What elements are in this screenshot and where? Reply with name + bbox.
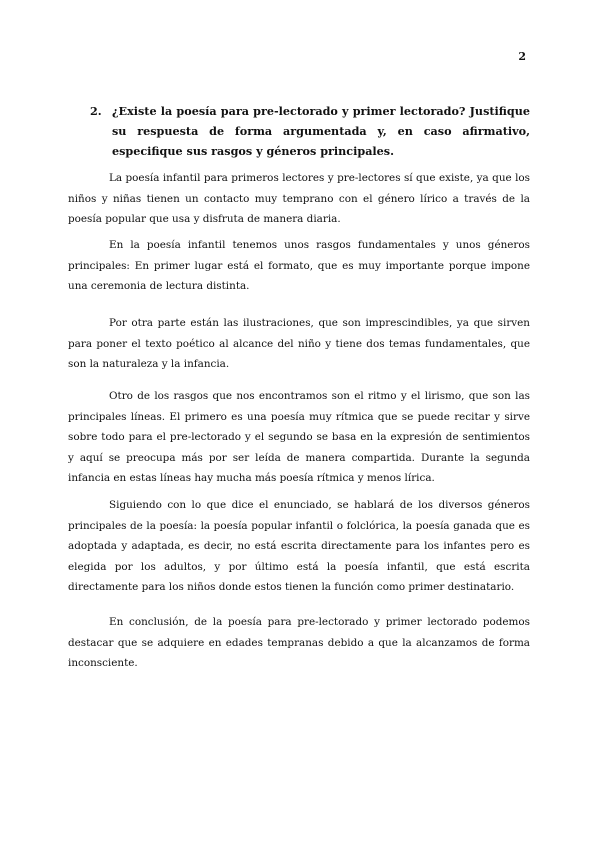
paragraph-rhythm-lyricism: Otro de los rasgos que nos encontramos son el ritmo y el lirismo, que son las principales líneas. El primero es una poesía muy rítmica que se puede recitar y sirve sobre todo para el pre-lectorado y el segundo se basa en la expresión de sentimientos y aquí se preocupa más por ser leída de manera compartida. Durante la segunda infancia en estas líneas hay mucha más poesía rítmica y menos lírica. <box>68 390 530 484</box>
question-text: ¿Existe la poesía para pre-lectorado y primer lectorado? Justifique su respuesta de forma argumentada y, en caso afirmativo, especifique sus rasgos y géneros principales. <box>112 104 530 158</box>
question-heading <box>90 101 530 161</box>
paragraph-format: En la poesía infantil tenemos unos rasgos fundamentales y unos géneros principales: En primer lugar está el formato, que es muy importante porque impone una ceremonia de lectura distinta. <box>68 239 530 292</box>
paragraph-existence: La poesía infantil para primeros lectores y pre-lectores sí que existe, ya que los niños y niñas tienen un contacto muy temprano con el género lírico a través de la poesía popular que usa y disfruta de manera diaria. <box>68 172 530 225</box>
paragraph-conclusion: En conclusión, de la poesía para pre-lectorado y primer lectorado podemos destacar que se adquiere en edades tempranas debido a que la alcanzamos de forma inconsciente. <box>68 616 530 669</box>
paragraph-illustrations: Por otra parte están las ilustraciones, que son imprescindibles, ya que sirven para poner el texto poético al alcance del niño y tiene dos temas fundamentales, que son la naturaleza y la infancia. <box>68 317 530 370</box>
question-number: 2. <box>90 104 102 118</box>
paragraph-genres: Siguiendo con lo que dice el enunciado, se hablará de los diversos géneros principales de la poesía: la poesía popular infantil o folclórica, la poesía ganada que es adoptada y adaptada, es decir, no está escrita directamente para los infantes pero es elegida por los adultos, y por último está la poesía infantil, que está escrita directamente para los niños donde estos tienen la función como primer destinatario. <box>68 499 530 593</box>
page-number: 2 <box>518 50 526 63</box>
